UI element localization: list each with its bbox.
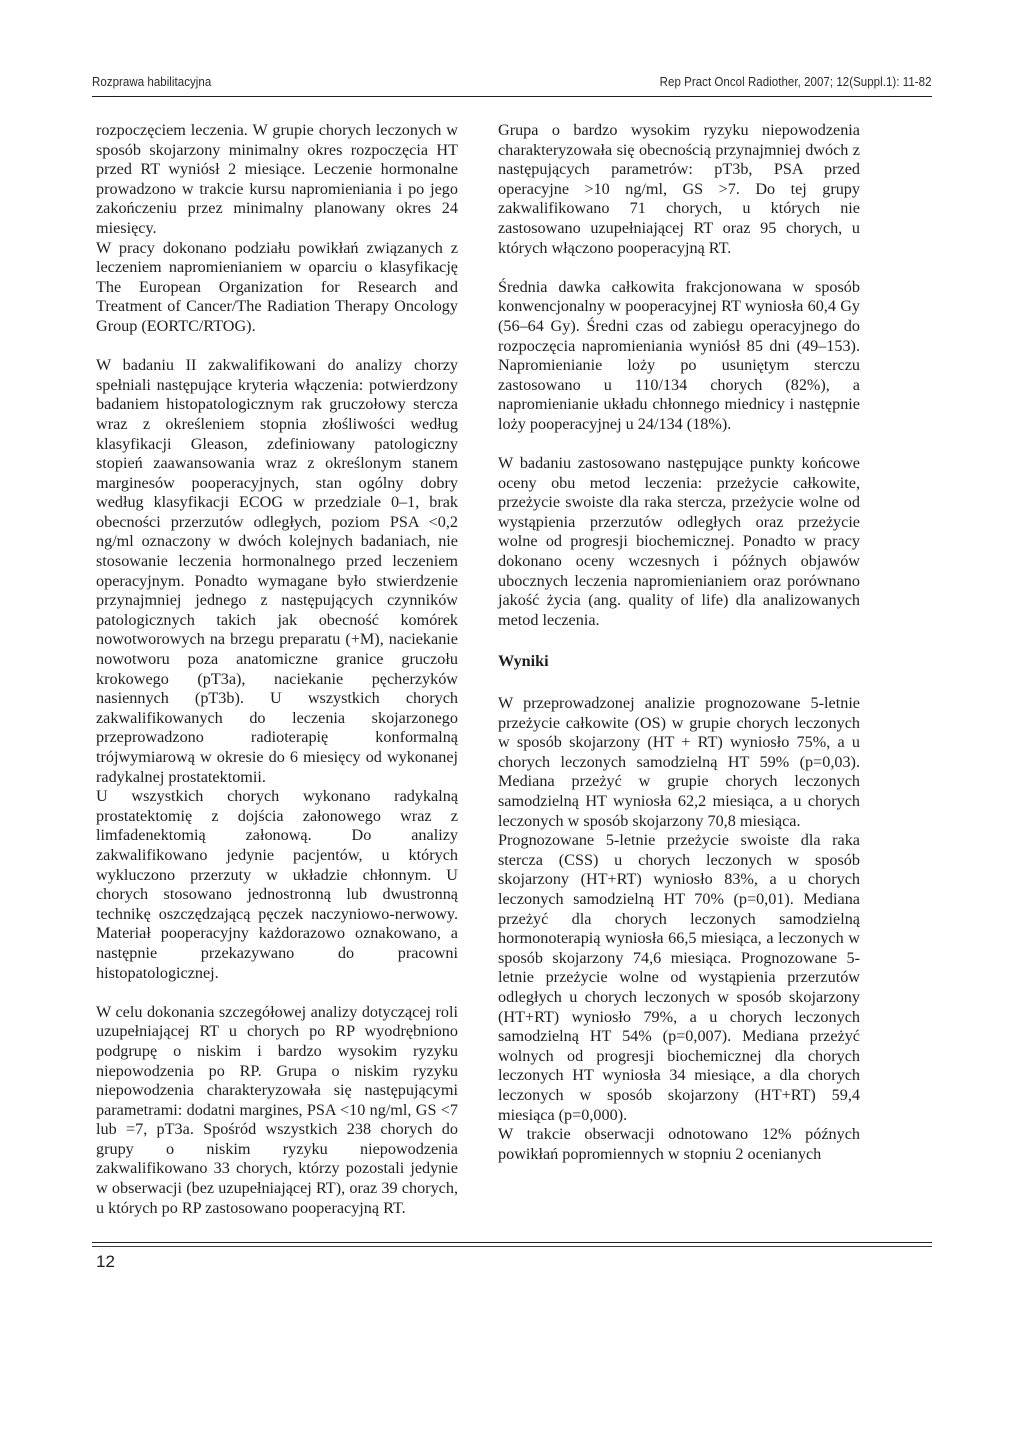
paragraph: W celu dokonania szczegółowej analizy dotyczącej roli uzupełniającej RT u chorych po RP wyodrębniono podgrupę o niskim i bardzo wysokim ryzyku niepowodzenia po RP. Grupa o niskim ryzyku niepowodzenia charakteryzowała się następującymi parametrami: dodatni margines, PSA <10 ng/ml, GS <7 lub =7, pT3a. Spośród wszystkich 238 chorych do grupy o niskim ryzyku niepowodzenia zakwalifikowano 33 chorych, którzy pozostali jedynie w obserwacji (bez uzupełniającej RT), oraz 39 chorych, u których po RP zastosowano pooperacyjną RT. [96,1002,458,1217]
header-section-title: Rozprawa habilitacyjna [92,75,212,89]
footer-rule-thin [92,1246,932,1247]
left-column [96,121,458,1218]
header-rule [92,96,932,97]
right-column [498,121,860,1164]
paragraph: W pracy dokonano podziału powikłań związanych z leczeniem napromienianiem w oparciu o klasyfikację The European Organization for Research and Treatment of Cancer/The Radiation Therapy Oncology Group (EORTC/RTOG). [96,238,458,335]
footer-rule [92,1242,932,1243]
page-number: 12 [96,1252,115,1271]
paragraph: Średnia dawka całkowita frakcjonowana w sposób konwencjonalny w pooperacyjnej RT wyniosła 60,4 Gy (56–64 Gy). Średni czas od zabiegu operacyjnego do rozpoczęcia napromieniania wyniósł 85 dni (49–153). Napromienianie loży po usuniętym sterczu zastosowano u 110/134 chorych (82%), a napromienianie układu chłonnego miednicy i następnie loży pooperacyjnej u 24/134 (18%). [498,277,860,433]
paragraph: W przeprowadzonej analizie prognozowane 5-letnie przeżycie całkowite (OS) w grupie chorych leczonych w sposób skojarzony (HT + RT) wyniosło 75%, a u chorych leczonych samodzielną HT 59% (p=0,03). Mediana przeżyć w grupie chorych leczonych samodzielną HT wyniosła 62,2 miesiąca, a u chorych leczonych w sposób skojarzony 70,8 miesiąca. [498,694,860,830]
header-journal-citation: Rep Pract Oncol Radiother, 2007; 12(Suppl.1): 11-82 [660,75,932,89]
paragraph: rozpoczęciem leczenia. W grupie chorych leczonych w sposób skojarzony minimalny okres rozpoczęcia HT przed RT wyniósł 2 miesiące. Leczenie hormonalne prowadzono w trakcie kursu napromieniania i po jego zakończeniu przez minimalny planowany okres 24 miesięcy. [96,121,458,237]
paragraph: W trakcie obserwacji odnotowano 12% późnych powikłań popromiennych w stopniu 2 ocenianych [498,1125,860,1163]
paragraph: U wszystkich chorych wykonano radykalną prostatektomię z dojścia załonowego wraz z limfadenektomią załonową. Do analizy zakwalifikowano jedynie pacjentów, u których wykluczono przerzuty w układzie chłonnym. U chorych stosowano jednostronną lub dwustronną technikę oszczędzającą pęczek naczyniowo-nerwowy. Materiał pooperacyjny każdorazowo oznakowano, a następnie przekazywano do pracowni histopatologicznej. [96,787,458,982]
running-header [92,75,932,95]
paragraph: W badaniu II zakwalifikowani do analizy chorzy spełniali następujące kryteria włączenia: potwierdzony badaniem histopatologicznym rak gruczołowy stercza wraz z określeniem stopnia złośliwości według klasyfikacji Gleason, zdefiniowany patologiczny stopień zaawansowania wraz z określonym stanem marginesów pooperacyjnych, stan ogólny dobry według klasyfikacji ECOG w przedziale 0–1, brak obecności przerzutów odległych, poziom PSA <0,2 ng/ml oznaczony w dwóch kolejnych badaniach, nie stosowanie leczenia hormonalnego przed leczeniem operacyjnym. Ponadto wymagane było stwierdzenie przynajmniej jednego z następujących czynników patologicznych takich jak obecność komórek nowotworowych na brzegu preparatu (+M), naciekanie nowotworu poza anatomiczne granice gruczołu krokowego (pT3a), naciekanie pęcherzyków nasiennych (pT3b). U wszystkich chorych zakwalifikowanych do leczenia skojarzonego przeprowadzono radioterapię konformalną trójwymiarową w okresie do 6 miesięcy od wykonanej radykalnej prostatektomii. [96,356,458,786]
section-heading-results: Wyniki [498,652,549,671]
paragraph: Grupa o bardzo wysokim ryzyku niepowodzenia charakteryzowała się obecnością przynajmniej dwóch z następujących parametrów: pT3b, PSA przed operacyjne >10 ng/ml, GS >7. Do tej grupy zakwalifikowano 71 chorych, u których nie zastosowano uzupełniającej RT oraz 95 chorych, u których włączono pooperacyjną RT. [498,121,860,257]
paragraph: Prognozowane 5-letnie przeżycie swoiste dla raka stercza (CSS) u chorych leczonych w sposób skojarzony (HT+RT) wyniosło 83%, a u chorych leczonych samodzielną HT 70% (p=0,01). Mediana przeżyć dla chorych leczonych samodzielną hormonoterapią wyniosła 66,5 miesiąca, a leczonych w sposób skojarzony 74,6 miesiąca. Prognozowane 5-letnie przeżycie wolne od wystąpienia przerzutów odległych u chorych leczonych w sposób skojarzony (HT+RT) wyniosło 79%, a u chorych leczonych samodzielną HT 54% (p=0,007). Mediana przeżyć wolnych od progresji biochemicznej dla chorych leczonych HT wyniosła 34 miesiące, a dla chorych leczonych w sposób skojarzony (HT+RT) 59,4 miesiąca (p=0,000). [498,831,860,1124]
paragraph: W badaniu zastosowano następujące punkty końcowe oceny obu metod leczenia: przeżycie całkowite, przeżycie swoiste dla raka stercza, przeżycie wolne od wystąpienia przerzutów odległych oraz przeżycie wolne od progresji biochemicznej. Ponadto w pracy dokonano oceny wczesnych i późnych objawów ubocznych leczenia napromienianiem oraz porównano jakość życia (ang. quality of life) dla analizowanych metod leczenia. [498,454,860,629]
